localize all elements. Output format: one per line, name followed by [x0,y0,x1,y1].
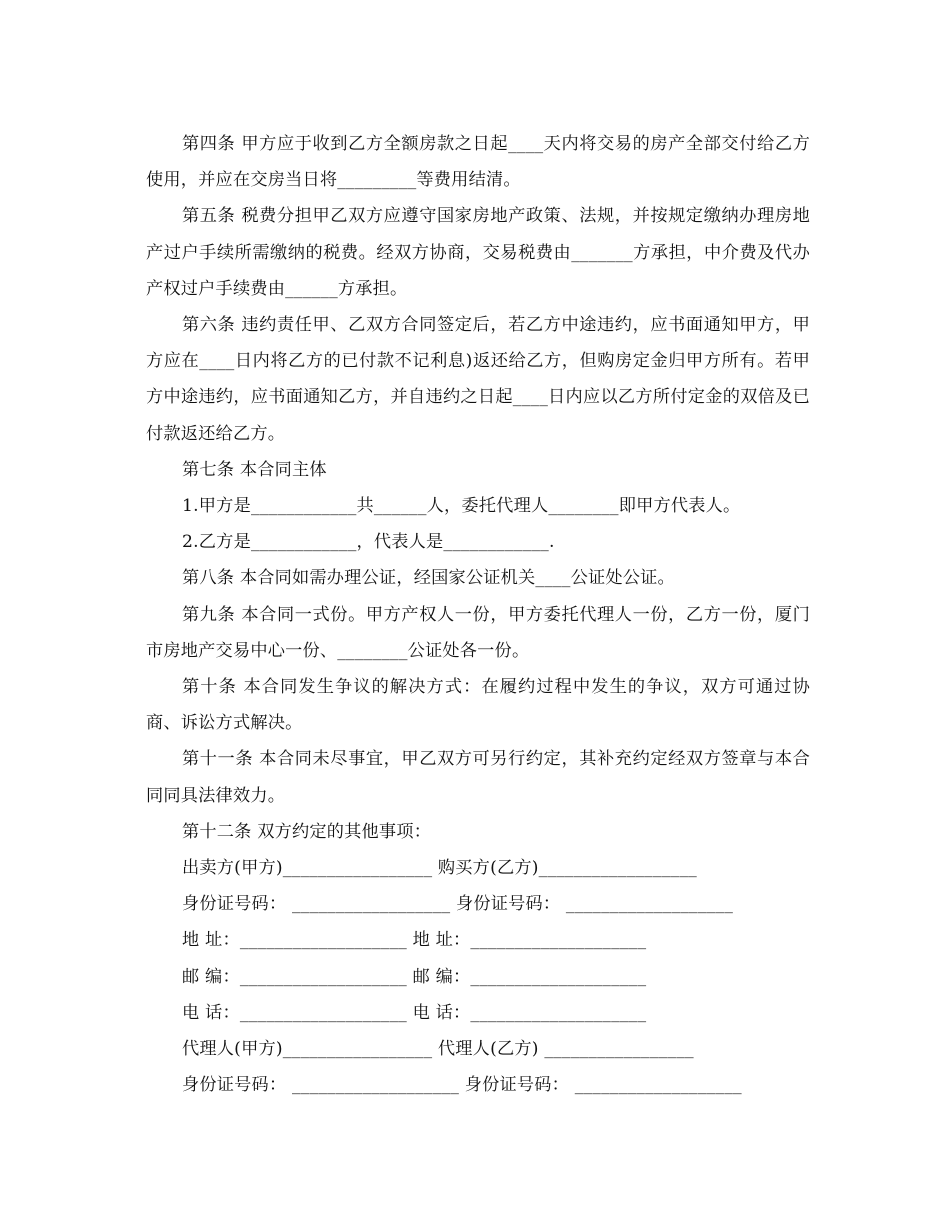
signature-phone: 电 话：___________________ 电 话：____________________ [182,1002,647,1023]
article-6: 第六条 违约责任甲、乙双方合同签定后，若乙方中途违约，应书面通知甲方，甲方应在____日内将乙方的已付款不记利息)返还给乙方，但购房定金归甲方所有。若甲方中途违约，应书面通知乙方，并自违约之日起____日内应以乙方所付定金的双倍及已付款返还给乙方。 [146,315,810,444]
signature-address: 地 址：___________________ 地 址：____________________ [182,930,647,951]
signature-postcode: 邮 编：___________________ 邮 编：____________________ [182,966,647,987]
article-11: 第十一条 本合同未尽事宜，甲乙双方可另行约定，其补充约定经双方签章与本合同同具法律效力。 [146,749,810,806]
article-9: 第九条 本合同一式份。甲方产权人一份，甲方委托代理人一份，乙方一份，厦门市房地产交易中心一份、________公证处各一份。 [146,604,810,661]
article-5: 第五条 税费分担甲乙双方应遵守国家房地产政策、法规，并按规定缴纳办理房地产过户手续所需缴纳的税费。经双方协商，交易税费由_______方承担，中介费及代办产权过户手续费由______方承担。 [146,206,810,299]
article-10: 第十条 本合同发生争议的解决方式：在履约过程中发生的争议，双方可通过协商、诉讼方式解决。 [146,677,810,734]
signature-seller-buyer: 出卖方(甲方)_________________ 购买方(乙方)__________________ [182,858,697,879]
party-b-line: 2.乙方是____________，代表人是____________. [182,532,555,553]
signature-id-number: 身份证号码： __________________ 身份证号码： ___________________ [182,894,734,915]
article-7-heading: 第七条 本合同主体 [182,459,327,480]
signature-agents: 代理人(甲方)_________________ 代理人(乙方) _________________ [182,1039,694,1060]
article-4: 第四条 甲方应于收到乙方全额房款之日起____天内将交易的房产全部交付给乙方使用，并应在交房当日将_________等费用结清。 [146,134,810,191]
party-a-line: 1.甲方是____________共______人，委托代理人________即甲方代表人。 [182,496,741,517]
article-8: 第八条 本合同如需办理公证，经国家公证机关____公证处公证。 [182,568,675,589]
contract-body [146,126,810,1103]
article-12: 第十二条 双方约定的其他事项： [182,821,432,842]
signature-agent-id-number: 身份证号码： ___________________ 身份证号码： ___________________ [182,1075,742,1096]
